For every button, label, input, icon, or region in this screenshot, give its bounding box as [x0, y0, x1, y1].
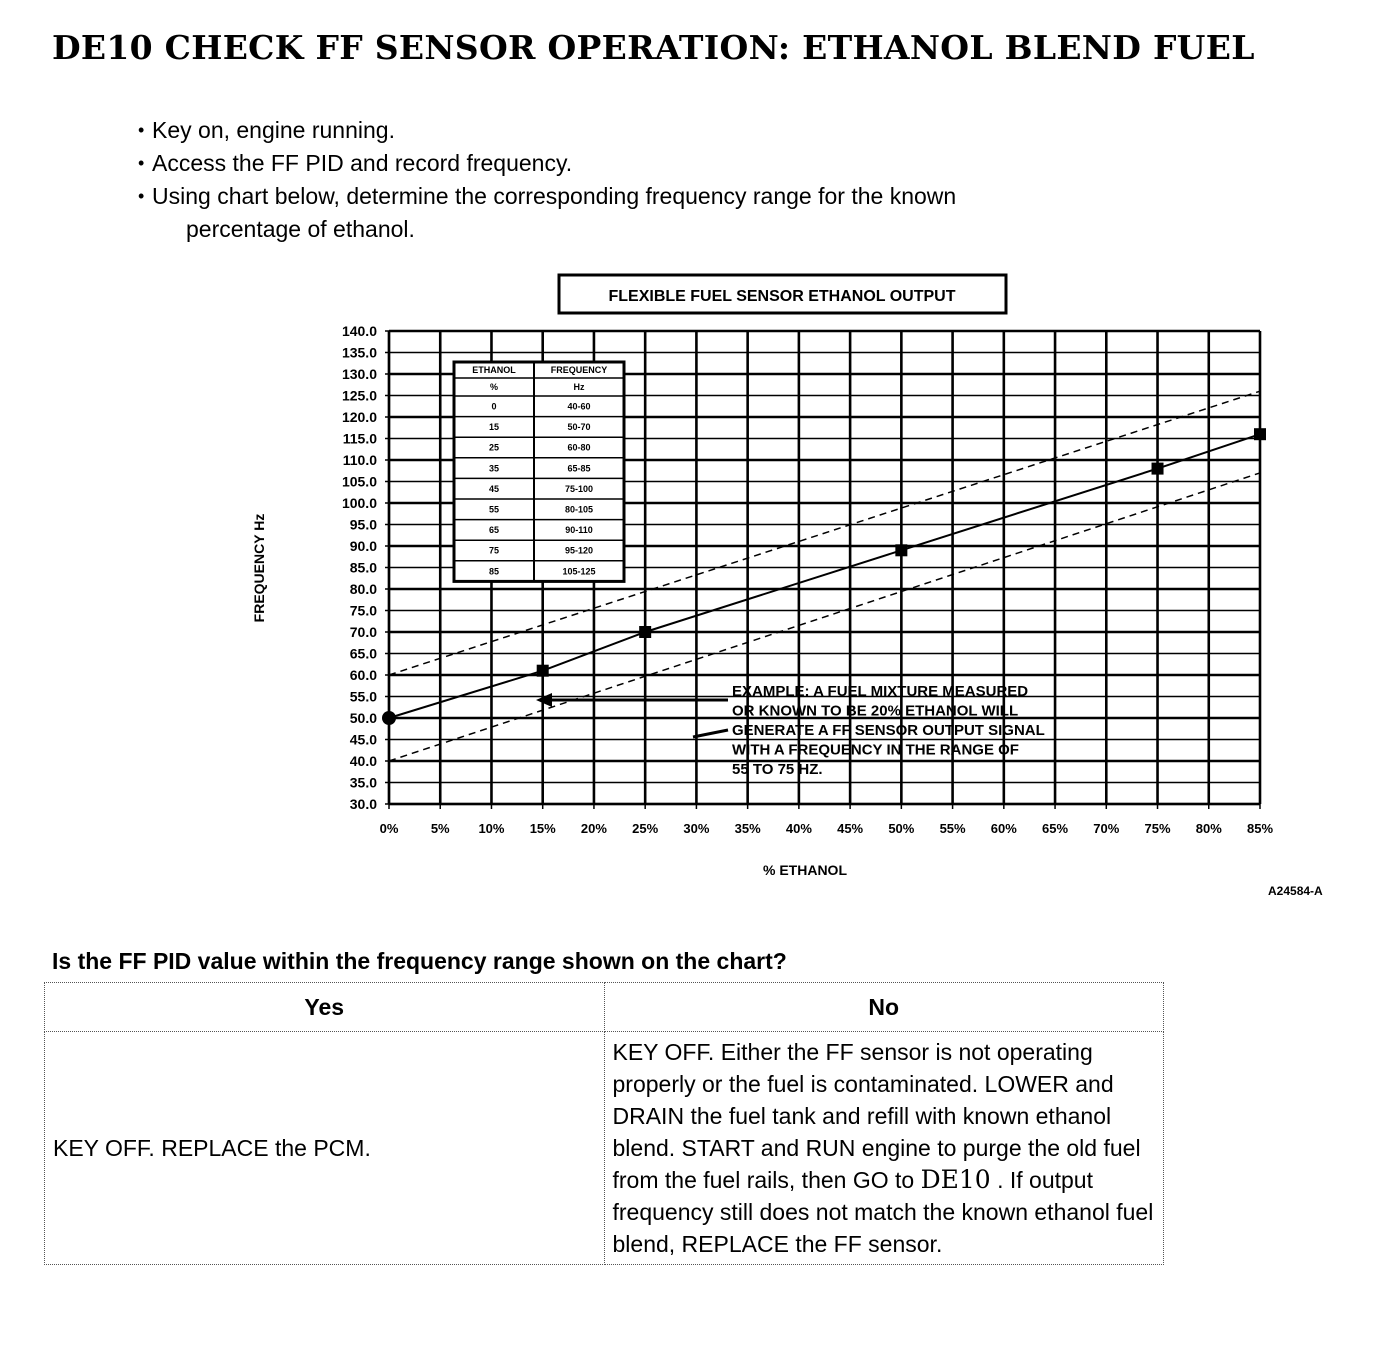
x-tick-label: 75% [1144, 821, 1171, 836]
y-tick-label: 90.0 [349, 538, 377, 554]
inset-cell: 40-60 [567, 401, 591, 412]
data-point [537, 665, 549, 677]
y-tick-label: 110.0 [342, 452, 377, 468]
yes-answer: KEY OFF. REPLACE the PCM. [45, 1032, 605, 1265]
annotation-line: 55 TO 75 HZ. [732, 761, 823, 778]
inset-cell: 85 [488, 566, 500, 577]
x-tick-label: 70% [1093, 821, 1120, 836]
y-tick-labels [342, 323, 377, 812]
y-axis-label: FREQUENCY Hz [251, 513, 267, 623]
x-tick-label: 0% [379, 821, 399, 836]
y-tick-label: 80.0 [349, 581, 377, 597]
inset-cell: 105-125 [562, 566, 596, 577]
instruction-text-continued: percentage of ethanol. [186, 216, 415, 242]
y-tick-label: 70.0 [349, 624, 377, 640]
no-header: No [604, 983, 1164, 1032]
x-tick-labels [380, 821, 1274, 836]
x-tick-label: 80% [1195, 821, 1222, 836]
data-point [1152, 463, 1164, 475]
x-tick-label: 5% [430, 821, 450, 836]
x-tick-label: 65% [1042, 821, 1069, 836]
answer-table [44, 982, 1164, 1265]
annotation-line: EXAMPLE: A FUEL MIXTURE MEASURED [732, 683, 1029, 700]
inset-cell: 0 [491, 401, 497, 412]
y-tick-label: 65.0 [349, 645, 377, 662]
y-tick-label: 30.0 [349, 796, 377, 812]
x-tick-label: 50% [888, 821, 915, 836]
y-tick-label: 95.0 [349, 516, 377, 533]
inset-cell: 75-100 [564, 483, 594, 494]
instruction-text: Using chart below, determine the corresponding frequency range for the known [152, 183, 957, 209]
instruction-item [138, 180, 956, 246]
x-tick-label: 30% [683, 821, 710, 836]
y-tick-label: 100.0 [341, 495, 377, 511]
inset-cell: 75 [488, 545, 500, 556]
inset-cell: 55 [488, 504, 500, 515]
x-tick-label: 45% [837, 821, 864, 836]
data-point [1254, 428, 1266, 440]
y-tick-label: 125.0 [341, 387, 377, 404]
inset-cell: 25 [488, 442, 500, 453]
inset-cell: 65-85 [567, 463, 591, 474]
x-tick-label: 85% [1246, 821, 1274, 836]
inset-cell: 35 [488, 463, 500, 474]
inset-cell: 45 [488, 483, 500, 494]
x-tick-label: 55% [939, 821, 966, 836]
y-tick-label: 75.0 [349, 602, 377, 619]
y-tick-label: 140.0 [341, 323, 377, 339]
inset-cell: FREQUENCY [550, 365, 608, 376]
y-tick-label: 60.0 [349, 667, 377, 683]
question: Is the FF PID value within the frequency range shown on the chart? [52, 948, 787, 974]
y-tick-label: 135.0 [341, 344, 377, 361]
x-tick-label: 25% [632, 821, 659, 836]
inset-cell: 90-110 [565, 525, 593, 536]
y-tick-label: 45.0 [349, 731, 377, 748]
y-tick-label: 115.0 [342, 430, 377, 447]
x-axis-label: % ETHANOL [763, 862, 847, 878]
y-tick-label: 120.0 [341, 409, 377, 425]
ethanol-frequency-chart [240, 268, 1300, 878]
x-tick-label: 15% [529, 821, 556, 836]
x-tick-label: 10% [478, 821, 505, 836]
inset-table [454, 362, 624, 581]
y-tick-label: 50.0 [349, 710, 377, 726]
chart-title: FLEXIBLE FUEL SENSOR ETHANOL OUTPUT [608, 288, 956, 305]
data-point [382, 711, 396, 725]
inset-cell: % [489, 382, 499, 393]
page-title: DE10 CHECK FF SENSOR OPERATION: ETHANOL BLEND FUEL [52, 28, 1255, 67]
inset-cell: 65 [488, 525, 500, 536]
inset-table-frame [454, 362, 624, 581]
annotation-line: OR KNOWN TO BE 20% ETHANOL WILL [732, 702, 1019, 720]
y-tick-label: 35.0 [349, 774, 377, 791]
inset-cell: 80-105 [564, 504, 594, 515]
data-point [639, 626, 651, 638]
no-answer-text-2: . If output frequency still does not match the known ethanol fuel blend, REPLACE the FF sensor. [612, 1167, 1154, 1257]
y-tick-label: 55.0 [349, 688, 377, 705]
x-tick-label: 60% [990, 821, 1017, 836]
instruction-item: • Key on, engine running. [138, 114, 956, 147]
x-tick-label: 35% [734, 821, 761, 836]
inset-cell: Hz [573, 382, 585, 393]
instruction-list [138, 114, 956, 246]
x-tick-label: 40% [785, 821, 812, 836]
inset-cell: 60-80 [567, 442, 591, 453]
y-tick-label: 105.0 [341, 473, 377, 490]
inset-cell: 50-70 [567, 422, 591, 433]
x-tick-label: 20% [580, 821, 607, 836]
yes-header: Yes [45, 983, 605, 1032]
data-point [895, 544, 907, 556]
annotation-leader [693, 730, 728, 737]
instruction-item: • Access the FF PID and record frequency. [138, 147, 956, 180]
annotation-line: WITH A FREQUENCY IN THE RANGE OF [732, 741, 1019, 759]
y-tick-label: 40.0 [349, 753, 377, 769]
inset-cell: 95-120 [564, 545, 594, 556]
y-tick-label: 130.0 [341, 366, 377, 382]
no-answer-text: KEY OFF. Either the FF sensor is not operating properly or the fuel is contaminated. LOWER and DRAIN the fuel tank and refill with known ethanol blend. START and RUN engine to purge the old fuel from the fuel rails, then GO to [612, 1039, 1141, 1193]
no-answer [604, 1032, 1164, 1265]
figure-reference: A24584-A [1268, 884, 1323, 898]
de10-link[interactable]: DE10 [920, 1165, 991, 1194]
y-tick-label: 85.0 [349, 559, 377, 576]
inset-cell: ETHANOL [472, 365, 516, 376]
annotation-line: GENERATE A FF SENSOR OUTPUT SIGNAL [732, 722, 1045, 739]
inset-cell: 15 [488, 422, 500, 433]
